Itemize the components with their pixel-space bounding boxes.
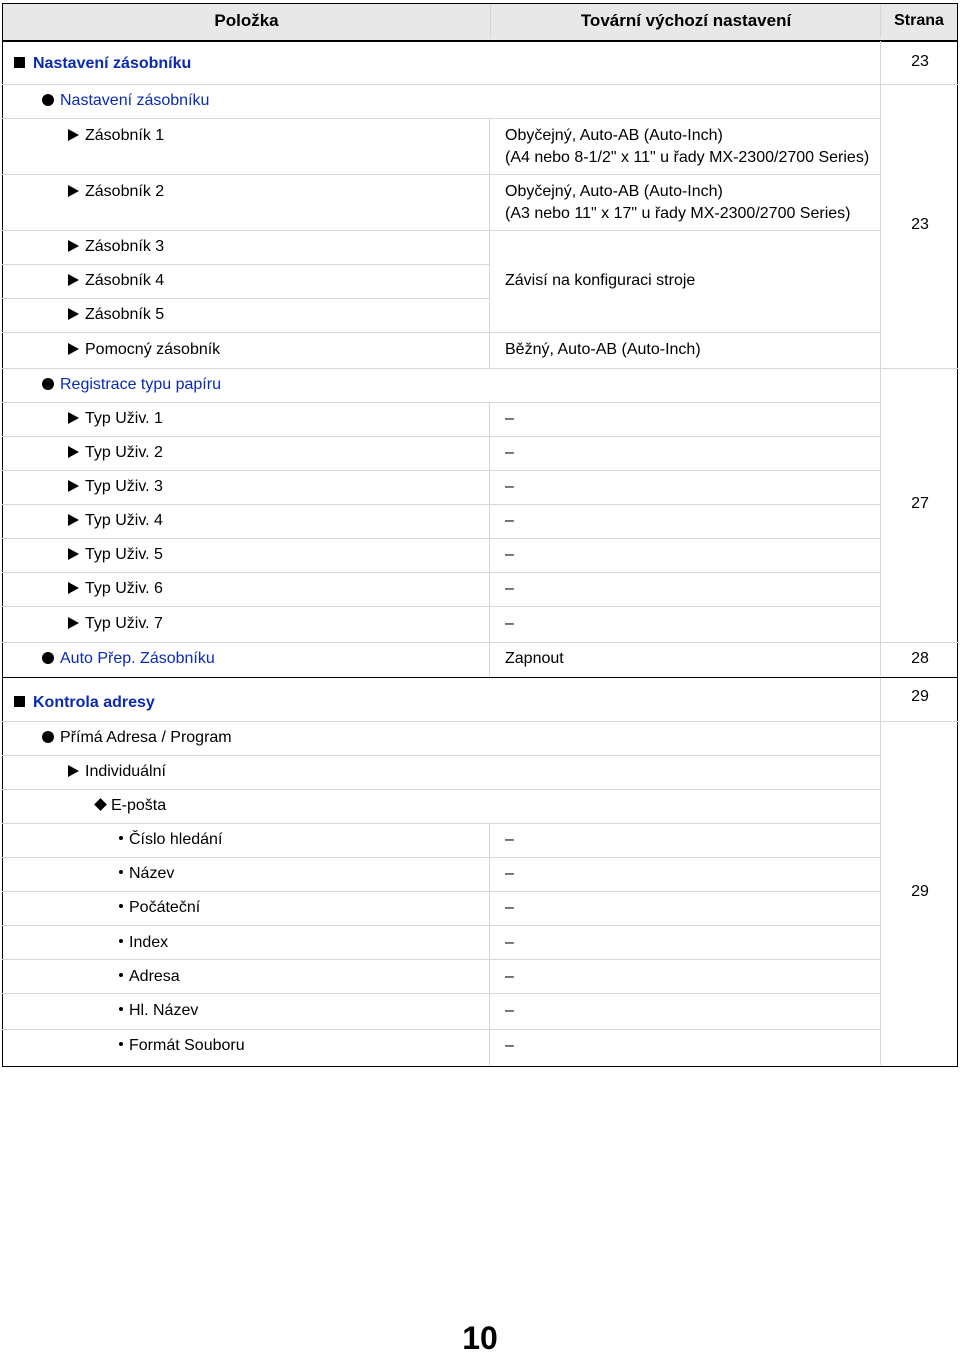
table-row	[2, 539, 880, 573]
row-value: –	[505, 478, 514, 495]
section-row	[2, 678, 880, 722]
row-value: –	[505, 615, 514, 632]
row-value: Obyčejný, Auto-AB (Auto-Inch)	[505, 127, 723, 144]
row-value: Závisí na konfiguraci stroje	[505, 272, 696, 289]
page-cell	[880, 369, 959, 643]
row-value: –	[505, 865, 514, 882]
triangle-bullet-icon	[68, 582, 79, 594]
row-label: Typ Uživ. 2	[68, 442, 163, 464]
row-label: Zásobník 5	[68, 304, 164, 326]
row-label: Typ Uživ. 6	[68, 578, 163, 600]
circle-bullet-icon	[42, 731, 54, 743]
row-label: Pomocný zásobník	[68, 339, 220, 361]
header-page: Strana	[894, 12, 944, 29]
page-cell	[880, 41, 959, 85]
table-row	[2, 299, 489, 333]
row-label: Typ Uživ. 7	[68, 613, 163, 635]
row-value: –	[505, 1002, 514, 1019]
table-header	[2, 3, 958, 42]
page-ref: 28	[911, 650, 929, 667]
page-ref: 23	[911, 216, 929, 233]
row-label: Zásobník 3	[68, 236, 164, 258]
table-row	[2, 892, 880, 926]
dot-bullet-icon	[119, 904, 123, 908]
page-cell	[880, 722, 959, 1065]
dot-bullet-icon	[119, 836, 123, 840]
group-row	[2, 722, 880, 756]
section-title: Nastavení zásobníku	[14, 53, 191, 75]
group-row	[2, 369, 880, 403]
circle-bullet-icon	[42, 378, 54, 390]
triangle-bullet-icon	[68, 446, 79, 458]
row-value: –	[505, 444, 514, 461]
group-title: Přímá Adresa / Program	[42, 727, 232, 749]
table-row	[2, 119, 880, 175]
subsub-title: E-pošta	[94, 795, 166, 817]
table-row	[2, 994, 880, 1030]
square-bullet-icon	[14, 57, 25, 68]
row-value: –	[505, 546, 514, 563]
circle-bullet-icon	[42, 94, 54, 106]
header-default: Tovární výchozí nastavení	[580, 11, 792, 30]
row-label: Typ Uživ. 1	[68, 408, 163, 430]
row-label: Index	[119, 932, 168, 954]
row-label: Typ Uživ. 3	[68, 476, 163, 498]
row-value: –	[505, 831, 514, 848]
table-row	[2, 960, 880, 994]
table-row	[2, 926, 880, 960]
row-value: –	[505, 410, 514, 427]
square-bullet-icon	[14, 696, 25, 707]
circle-bullet-icon	[42, 652, 54, 664]
table-row	[2, 824, 880, 858]
table-row	[2, 573, 880, 607]
row-label: Adresa	[119, 966, 180, 988]
dot-bullet-icon	[119, 1007, 123, 1011]
group-title: Auto Přep. Zásobníku	[42, 648, 215, 670]
diamond-bullet-icon	[94, 798, 107, 811]
sub-title: Individuální	[68, 761, 166, 783]
group-row	[2, 756, 880, 790]
row-label: Číslo hledání	[119, 829, 222, 851]
row-label: Typ Uživ. 4	[68, 510, 163, 532]
group-row	[2, 85, 880, 119]
triangle-bullet-icon	[68, 412, 79, 424]
triangle-bullet-icon	[68, 240, 79, 252]
page-ref: 29	[911, 883, 929, 900]
row-label: Hl. Název	[119, 1000, 198, 1022]
group-title: Registrace typu papíru	[42, 374, 221, 396]
triangle-bullet-icon	[68, 765, 79, 777]
merged-value-cell	[490, 231, 880, 333]
triangle-bullet-icon	[68, 308, 79, 320]
page-number: 10	[462, 1320, 498, 1356]
table-row	[2, 643, 880, 676]
page-ref: 23	[911, 53, 929, 70]
page-cell	[880, 643, 959, 676]
row-label: Typ Uživ. 5	[68, 544, 163, 566]
table-row	[2, 231, 489, 265]
table-row	[2, 471, 880, 505]
triangle-bullet-icon	[68, 548, 79, 560]
header-item: Položka	[214, 11, 279, 30]
table-row	[2, 437, 880, 471]
page-ref: 27	[911, 495, 929, 512]
row-label: Zásobník 2	[68, 181, 164, 203]
row-value: Obyčejný, Auto-AB (Auto-Inch)	[505, 183, 723, 200]
table-row	[2, 858, 880, 892]
row-value: –	[505, 580, 514, 597]
row-value: –	[505, 934, 514, 951]
table-row	[2, 403, 880, 437]
row-value: Zapnout	[505, 650, 564, 667]
row-label: Zásobník 4	[68, 270, 164, 292]
dot-bullet-icon	[119, 870, 123, 874]
table-row	[2, 175, 880, 231]
row-label: Počáteční	[119, 897, 200, 919]
row-label: Formát Souboru	[119, 1035, 245, 1057]
section-title: Kontrola adresy	[14, 692, 155, 714]
row-value: –	[505, 968, 514, 985]
triangle-bullet-icon	[68, 185, 79, 197]
table-row	[2, 1030, 880, 1065]
group-row	[2, 790, 880, 824]
dot-bullet-icon	[119, 939, 123, 943]
page-cell	[880, 85, 959, 369]
row-value: –	[505, 899, 514, 916]
table-row	[2, 333, 880, 369]
group-title: Nastavení zásobníku	[42, 90, 209, 112]
row-value: –	[505, 1037, 514, 1054]
row-label: Název	[119, 863, 174, 885]
table-row	[2, 505, 880, 539]
page-ref: 29	[911, 688, 929, 705]
table-row	[2, 265, 489, 299]
row-value: (A3 nebo 11" x 17" u řady MX-2300/2700 Series)	[505, 205, 851, 222]
section-row	[2, 41, 880, 85]
dot-bullet-icon	[119, 973, 123, 977]
page-cell	[880, 678, 959, 722]
triangle-bullet-icon	[68, 274, 79, 286]
row-value: –	[505, 512, 514, 529]
dot-bullet-icon	[119, 1042, 123, 1046]
row-value: (A4 nebo 8-1/2" x 11" u řady MX-2300/2700 Series)	[505, 149, 870, 166]
triangle-bullet-icon	[68, 129, 79, 141]
triangle-bullet-icon	[68, 343, 79, 355]
row-value: Běžný, Auto-AB (Auto-Inch)	[505, 341, 701, 358]
triangle-bullet-icon	[68, 617, 79, 629]
triangle-bullet-icon	[68, 480, 79, 492]
triangle-bullet-icon	[68, 514, 79, 526]
table-row	[2, 607, 880, 643]
row-label: Zásobník 1	[68, 125, 164, 147]
